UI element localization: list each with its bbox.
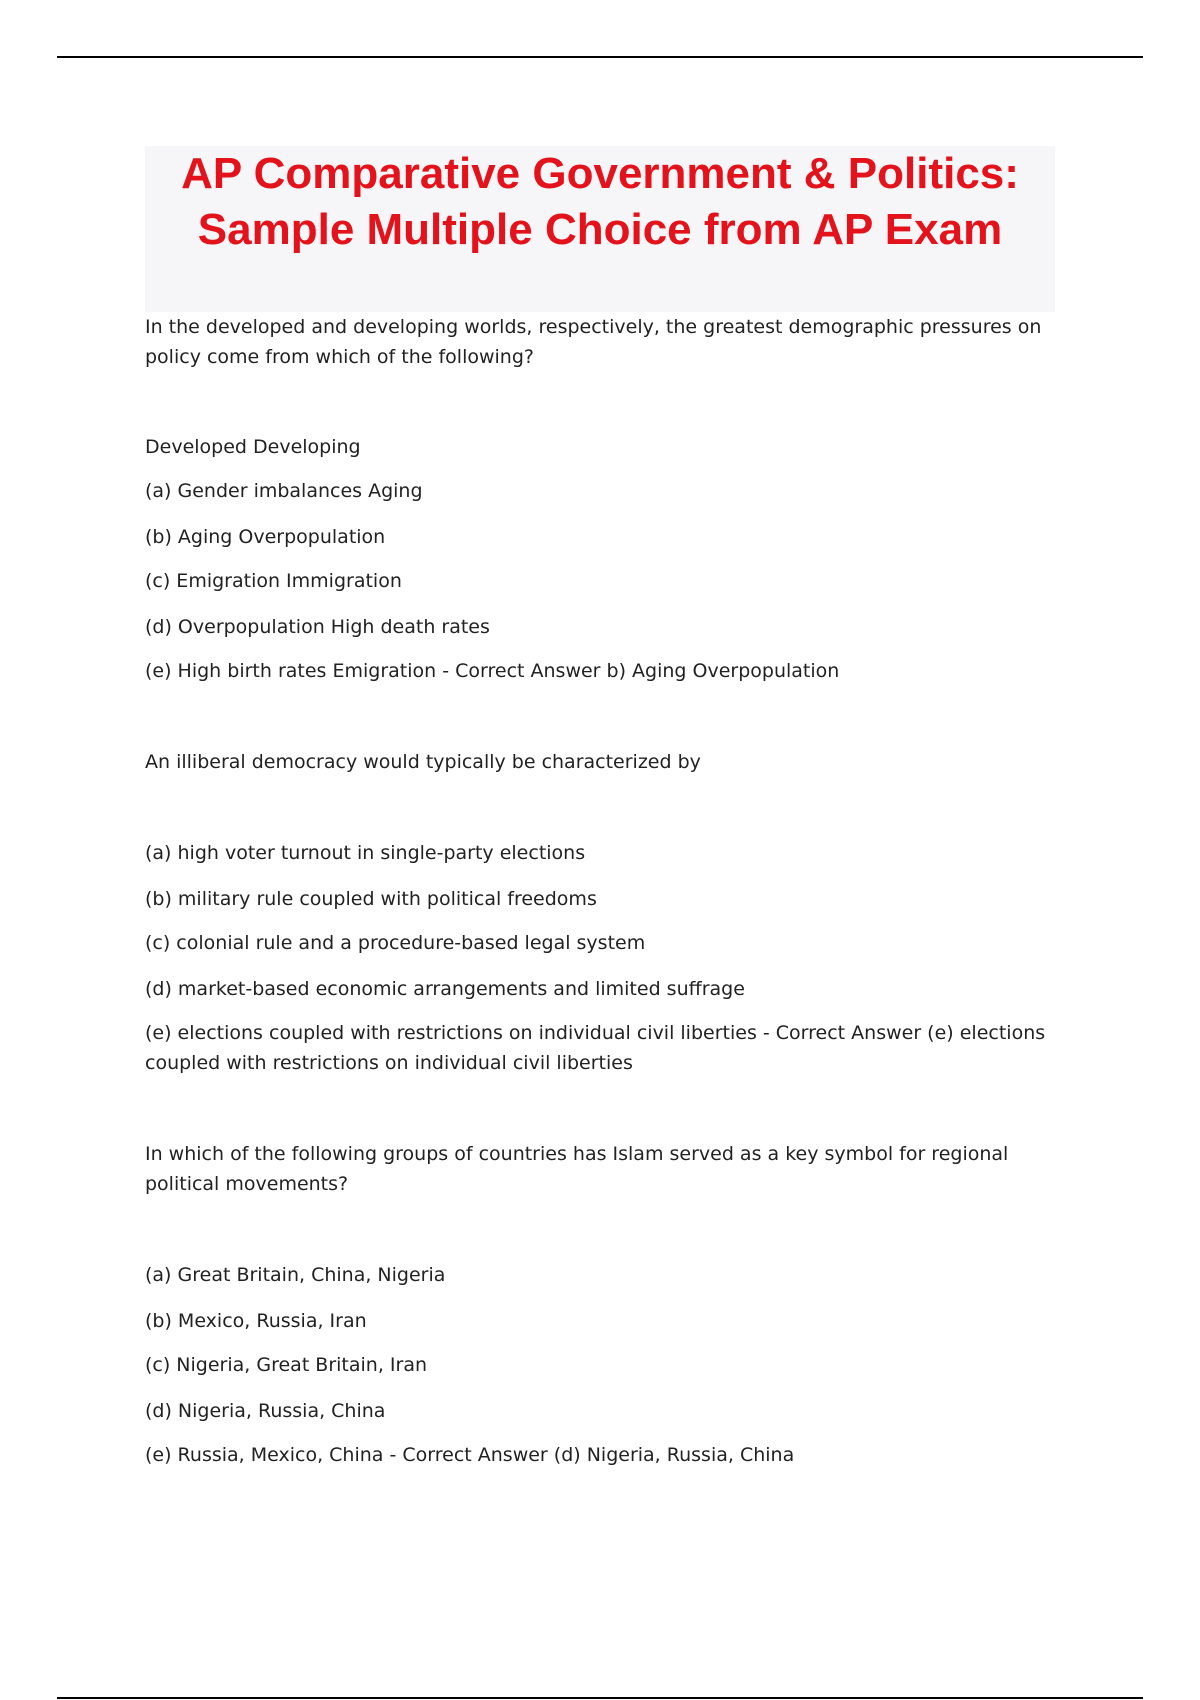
question-2-option-e: (e) elections coupled with restrictions on individual civil liberties - Correct Answer (e) elections coupled with restrictions on individual civil liberties xyxy=(145,1022,1046,1074)
question-2-option-a: (a) high voter turnout in single-party elections xyxy=(145,842,586,864)
question-1-text: In the developed and developing worlds, respectively, the greatest demographic pressures on policy come from which of the following? xyxy=(145,316,1042,368)
title-box xyxy=(145,146,1055,312)
question-1-option-b: (b) Aging Overpopulation xyxy=(145,526,386,548)
question-1-option-a: (a) Gender imbalances Aging xyxy=(145,480,423,502)
question-1-option-d: (d) Overpopulation High death rates xyxy=(145,616,490,638)
question-3-option-d: (d) Nigeria, Russia, China xyxy=(145,1400,386,1422)
question-1-option-e: (e) High birth rates Emigration - Correct Answer b) Aging Overpopulation xyxy=(145,660,840,682)
document-body xyxy=(145,312,1055,1470)
question-1-option-c: (c) Emigration Immigration xyxy=(145,570,402,592)
question-2-option-d: (d) market-based economic arrangements and limited suffrage xyxy=(145,978,745,1000)
top-rule xyxy=(57,56,1143,58)
bottom-rule xyxy=(57,1697,1143,1699)
question-3-text: In which of the following groups of countries has Islam served as a key symbol for regional political movements? xyxy=(145,1143,1009,1195)
document-title: AP Comparative Government & Politics: Sample Multiple Choice from AP Exam xyxy=(181,149,1019,254)
question-1-header: Developed Developing xyxy=(145,436,361,458)
question-3-option-c: (c) Nigeria, Great Britain, Iran xyxy=(145,1354,428,1376)
question-2-option-b: (b) military rule coupled with political freedoms xyxy=(145,888,597,910)
question-3-option-b: (b) Mexico, Russia, Iran xyxy=(145,1310,367,1332)
question-3-option-a: (a) Great Britain, China, Nigeria xyxy=(145,1264,446,1286)
question-3-option-e: (e) Russia, Mexico, China - Correct Answer (d) Nigeria, Russia, China xyxy=(145,1444,795,1466)
question-2-text: An illiberal democracy would typically be characterized by xyxy=(145,751,701,773)
question-2-option-c: (c) colonial rule and a procedure-based legal system xyxy=(145,932,646,954)
